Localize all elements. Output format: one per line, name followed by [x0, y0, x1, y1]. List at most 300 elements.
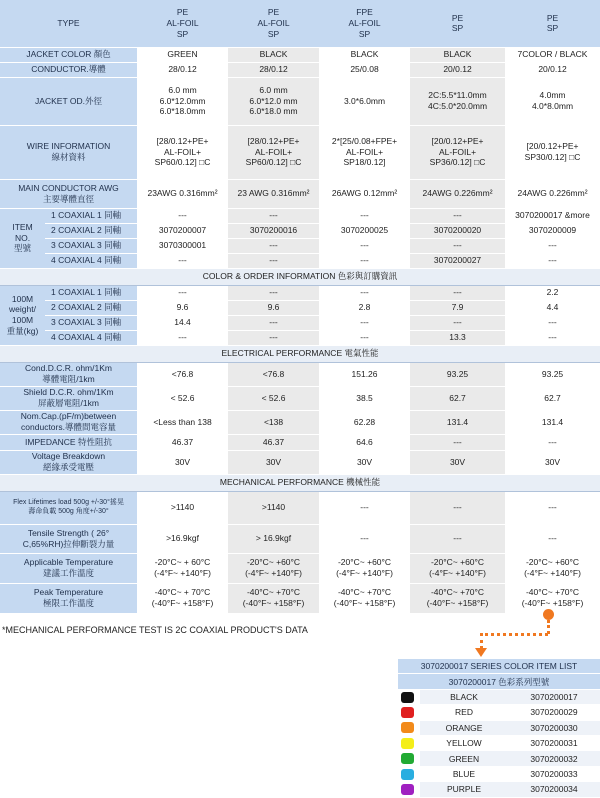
mechanical-row — [0, 491, 600, 524]
color-swatch-cell — [398, 782, 420, 797]
main_conductor-value: 23AWG 0.316mm² — [137, 179, 228, 208]
text-line: 4C:5.0*20.0mm — [427, 101, 488, 111]
electrical-value: <Less than 138 — [137, 410, 228, 434]
text-line: [20/0.12+PE+ — [431, 136, 484, 147]
item_no-value: 3070300001 — [137, 238, 228, 253]
item_no-row — [0, 238, 600, 253]
color-name: RED — [420, 705, 508, 720]
weight-value: 2.8 — [319, 300, 410, 315]
text-line: --- — [548, 502, 557, 513]
text-line: Cond.D.C.R. ohm/1Km — [25, 363, 112, 374]
color-swatch-cell — [398, 720, 420, 735]
weight-value: 9.6 — [228, 300, 319, 315]
type-cell — [505, 0, 600, 47]
jacket_od-label: JACKET OD.外徑 — [0, 77, 137, 125]
section-mechanical: MECHANICAL PERFORMANCE 機械性能 — [0, 474, 600, 491]
electrical-label — [0, 450, 137, 474]
callout-line-vertical — [547, 620, 550, 634]
text-line: (-4°F~ +140°F) — [524, 568, 581, 578]
item_no-value: --- — [319, 253, 410, 268]
item_no-sub-label: 4 COAXIAL 4 同軸 — [45, 253, 137, 268]
text-line: Peak Temperature — [33, 587, 104, 598]
footnote: *MECHANICAL PERFORMANCE TEST IS 2C COAXIAL PRODUCT'S DATA — [2, 625, 308, 635]
mechanical-value — [505, 553, 600, 583]
conductor-value: 20/0.12 — [410, 62, 505, 77]
electrical-value: 30V — [505, 450, 600, 474]
main_conductor-value: 24AWG 0.226mm² — [410, 179, 505, 208]
text-line: SP36/0.12] □C — [429, 157, 486, 168]
text-line: [20/0.12+PE+ — [526, 141, 579, 152]
weight-value: --- — [410, 285, 505, 300]
color-list-title: 3070200017 SERIES COLOR ITEM LIST — [398, 659, 600, 674]
color-swatch-icon — [401, 784, 414, 795]
mechanical-value — [410, 553, 505, 583]
electrical-value: 131.4 — [410, 410, 505, 434]
weight-value: --- — [319, 330, 410, 345]
color-item-list — [398, 659, 600, 798]
color-code: 3070200031 — [508, 735, 600, 750]
electrical-value: 46.37 — [228, 434, 319, 450]
text-line: SP60/0.12] □C — [245, 157, 302, 168]
weight-row — [0, 300, 600, 315]
item_no-row — [0, 253, 600, 268]
weight-value: 4.4 — [505, 300, 600, 315]
mechanical-value — [228, 583, 319, 613]
weight-value: --- — [319, 315, 410, 330]
color-code: 3070200029 — [508, 705, 600, 720]
text-line: 6.0*12.0 mm — [249, 95, 298, 106]
color-swatch-cell — [398, 735, 420, 750]
text-line: 絕緣承受電壓 — [43, 462, 95, 472]
item_no-group-label — [0, 208, 45, 268]
electrical-value: 64.6 — [319, 434, 410, 450]
item_no-value: 3070200025 — [319, 223, 410, 238]
color-swatch-icon — [401, 722, 414, 733]
section-electrical-row — [0, 345, 600, 362]
type-label: TYPE — [0, 0, 137, 47]
text-line: (-4°F~ +140°F) — [336, 568, 393, 578]
text-line: SP18/0.12] — [343, 157, 386, 168]
weight-group-label — [0, 285, 45, 345]
color-list-subtitle-row — [398, 674, 600, 689]
item_no-value: 3070200009 — [505, 223, 600, 238]
text-line: 主要導體直徑 — [43, 193, 95, 204]
text-line: FPE — [356, 7, 373, 18]
color-name: YELLOW — [420, 735, 508, 750]
text-line: (-40°F~ +158°F) — [521, 598, 584, 608]
weight-value: --- — [228, 315, 319, 330]
text-line: 極限工作溫度 — [43, 598, 95, 608]
weight-row — [0, 330, 600, 345]
text-line: PE — [451, 12, 464, 23]
electrical-value: < 52.6 — [228, 386, 319, 410]
mechanical-value — [505, 491, 600, 524]
electrical-value: 38.5 — [319, 386, 410, 410]
electrical-value: --- — [410, 434, 505, 450]
text-line: AL-FOIL+ — [438, 146, 477, 157]
text-line: SP — [176, 28, 189, 39]
weight-value: --- — [228, 285, 319, 300]
main_conductor-row — [0, 179, 600, 208]
color-code: 3070200017 — [508, 689, 600, 704]
text-line: (-4°F~ +140°F) — [154, 568, 211, 578]
text-line: Shield D.C.R. ohm/1Km — [23, 387, 114, 398]
text-line: --- — [548, 533, 557, 544]
text-line: AL-FOIL+ — [254, 146, 293, 157]
text-line: -40°C~ +70°C — [430, 587, 485, 598]
mechanical-value — [410, 583, 505, 613]
item_no-value: --- — [410, 208, 505, 223]
conductor-row — [0, 62, 600, 77]
item_no-value: --- — [505, 253, 600, 268]
mechanical-row — [0, 524, 600, 553]
item_no-sub-label: 3 COAXIAL 3 同軸 — [45, 238, 137, 253]
conductor-value: 28/0.12 — [137, 62, 228, 77]
conductor-label: CONDUCTOR.導體 — [0, 62, 137, 77]
item_no-value: 3070200017 &more — [505, 208, 600, 223]
electrical-value: 62.28 — [319, 410, 410, 434]
text-line: AL-FOIL — [348, 17, 381, 28]
item_no-value: --- — [137, 208, 228, 223]
item_no-value: --- — [319, 238, 410, 253]
item_no-value: --- — [319, 208, 410, 223]
type-cell — [319, 0, 410, 47]
text-line: C,65%RH)拉伸斷裂力量 — [22, 538, 115, 549]
wire_info-value — [137, 125, 228, 179]
color-name: GREEN — [420, 751, 508, 766]
electrical-value: <76.8 — [137, 362, 228, 386]
text-line: 建議工作溫度 — [43, 568, 95, 578]
text-line: >1140 — [170, 502, 195, 513]
mechanical-value — [319, 524, 410, 553]
item_no-value: --- — [228, 238, 319, 253]
section-electrical: ELECTRICAL PERFORMANCE 電氣性能 — [0, 345, 600, 362]
text-line: NO. — [14, 232, 31, 243]
text-line: Voltage Breakdown — [31, 451, 106, 462]
text-line: 6.0*18.0 mm — [249, 106, 298, 117]
item_no-value: 3070200027 — [410, 253, 505, 268]
conductor-value: 28/0.12 — [228, 62, 319, 77]
electrical-value: --- — [505, 434, 600, 450]
electrical-value: 62.7 — [410, 386, 505, 410]
mechanical-value — [319, 553, 410, 583]
weight-sub-label: 3 COAXIAL 3 同軸 — [45, 315, 137, 330]
text-line: Applicable Temperature — [23, 557, 114, 568]
text-line: IMPEDANCE 特性阻抗 — [25, 436, 112, 447]
color-swatch-cell — [398, 766, 420, 781]
text-line: conductors.導體間電容量 — [21, 422, 116, 432]
text-line: 6.0*18.0mm — [159, 106, 206, 117]
text-line: 導體電阻/1km — [42, 374, 95, 384]
electrical-value: < 52.6 — [137, 386, 228, 410]
text-line: 4.0mm — [539, 90, 566, 101]
text-line: [28/0.12+PE+ — [156, 136, 209, 147]
text-line: (-40°F~ +158°F) — [333, 598, 396, 608]
weight-row — [0, 285, 600, 300]
electrical-label — [0, 410, 137, 434]
color-code: 3070200033 — [508, 766, 600, 781]
text-line: --- — [360, 502, 369, 513]
text-line: (-40°F~ +158°F) — [151, 598, 214, 608]
text-line: ITEM — [12, 222, 33, 233]
item_no-row — [0, 208, 600, 223]
text-line: AL-FOIL+ — [163, 146, 202, 157]
text-line: AL-FOIL+ — [345, 146, 384, 157]
item_no-value: --- — [505, 238, 600, 253]
item_no-sub-label: 1 COAXIAL 1 同軸 — [45, 208, 137, 223]
item_no-value: --- — [228, 253, 319, 268]
item_no-value: --- — [228, 208, 319, 223]
jacket_od-value — [137, 77, 228, 125]
weight-value: --- — [505, 315, 600, 330]
weight-sub-label: 4 COAXIAL 4 同軸 — [45, 330, 137, 345]
text-line: 100M — [11, 315, 34, 325]
text-line: SP — [358, 28, 371, 39]
text-line: >16.9kgf — [166, 533, 199, 544]
type-row — [0, 0, 600, 47]
main_conductor-label — [0, 179, 137, 208]
text-line: -20°C~ + 60°C — [154, 557, 211, 568]
color-list-subtitle: 3070200017 色彩系列型號 — [398, 674, 600, 689]
color-list-item — [398, 782, 600, 797]
text-line: -20°C~ +60°C — [246, 557, 301, 568]
weight-value: 13.3 — [410, 330, 505, 345]
mechanical-value — [137, 553, 228, 583]
electrical-row — [0, 386, 600, 410]
text-line: 型號 — [13, 243, 31, 254]
text-line: (-40°F~ +158°F) — [426, 598, 489, 608]
weight-value: --- — [137, 330, 228, 345]
color-swatch-icon — [401, 707, 414, 718]
weight-value: --- — [505, 330, 600, 345]
text-line: -40°C~ +70°C — [337, 587, 392, 598]
text-line: SP60/0.12] □C — [154, 157, 211, 168]
type-cell — [137, 0, 228, 47]
weight-sub-label: 1 COAXIAL 1 同軸 — [45, 285, 137, 300]
wire_info-row — [0, 125, 600, 179]
color-name: PURPLE — [420, 782, 508, 797]
weight-value: 14.4 — [137, 315, 228, 330]
mechanical-label — [0, 553, 137, 583]
mechanical-value — [319, 583, 410, 613]
text-line: AL-FOIL — [166, 17, 199, 28]
text-line: -20°C~ +60°C — [525, 557, 580, 568]
weight-value: --- — [410, 315, 505, 330]
text-line: --- — [453, 533, 462, 544]
jacket_od-value — [410, 77, 505, 125]
mechanical-value — [137, 583, 228, 613]
color-swatch-icon — [401, 692, 414, 703]
mechanical-value — [228, 553, 319, 583]
jacket_od-row — [0, 77, 600, 125]
electrical-value: 46.37 — [137, 434, 228, 450]
text-line: (-4°F~ +140°F) — [245, 568, 302, 578]
text-line: 2C:5.5*11.0mm — [428, 90, 487, 101]
jacket_color-value: 7COLOR / BLACK — [505, 47, 600, 62]
mechanical-value — [137, 524, 228, 553]
color-code: 3070200032 — [508, 751, 600, 766]
text-line: 線材資料 — [51, 152, 86, 162]
color-swatch-icon — [401, 769, 414, 780]
electrical-value: 30V — [410, 450, 505, 474]
electrical-row — [0, 362, 600, 386]
text-line: (-4°F~ +140°F) — [429, 568, 486, 578]
weight-value: 9.6 — [137, 300, 228, 315]
color-list-item — [398, 720, 600, 735]
jacket_color-value: BLACK — [410, 47, 505, 62]
mechanical-label — [0, 583, 137, 613]
text-line: Nom.Cap.(pF/m)between — [20, 411, 117, 422]
callout-line-down — [480, 633, 483, 649]
text-line: PE — [267, 7, 280, 18]
callout-arrow-icon — [475, 648, 487, 657]
color-list-item — [398, 735, 600, 750]
text-line: PE — [176, 7, 189, 18]
weight-value: --- — [137, 285, 228, 300]
electrical-value: 62.7 — [505, 386, 600, 410]
text-line: (-40°F~ +158°F) — [242, 598, 305, 608]
item_no-value: 3070200007 — [137, 223, 228, 238]
item_no-value: --- — [410, 238, 505, 253]
electrical-row — [0, 434, 600, 450]
electrical-value: 93.25 — [410, 362, 505, 386]
wire_info-value — [319, 125, 410, 179]
weight-row — [0, 315, 600, 330]
text-line: --- — [453, 502, 462, 513]
electrical-value: 151.26 — [319, 362, 410, 386]
weight-value: --- — [228, 330, 319, 345]
jacket_color-value: GREEN — [137, 47, 228, 62]
text-line: 壽命負載 500g 角度+/-30° — [28, 507, 109, 515]
callout-line-horizontal — [480, 633, 548, 636]
mechanical-value — [137, 491, 228, 524]
item_no-sub-label: 2 COAXIAL 2 同軸 — [45, 223, 137, 238]
conductor-value: 25/0.08 — [319, 62, 410, 77]
main_conductor-value: 26AWG 0.12mm² — [319, 179, 410, 208]
text-line: MAIN CONDUCTOR AWG — [18, 182, 119, 193]
color-swatch-icon — [401, 738, 414, 749]
weight-value: 7.9 — [410, 300, 505, 315]
text-line: 6.0*12.0mm — [159, 95, 206, 106]
text-line: SP — [546, 23, 559, 34]
color-code: 3070200034 — [508, 782, 600, 797]
text-line: weight/ — [9, 304, 36, 315]
electrical-row — [0, 450, 600, 474]
text-line: SP30/0.12] □C — [524, 152, 581, 162]
text-line: -40°C~ +70°C — [525, 587, 580, 598]
electrical-value: 30V — [228, 450, 319, 474]
text-line: 重量(kg) — [6, 325, 39, 336]
item_no-value: --- — [137, 253, 228, 268]
electrical-label — [0, 362, 137, 386]
wire_info-value — [410, 125, 505, 179]
mechanical-value — [505, 583, 600, 613]
text-line: 6.0 mm — [168, 85, 197, 96]
text-line: AL-FOIL — [257, 17, 290, 28]
text-line: 屏蔽層電阻/1km — [38, 398, 99, 408]
mechanical-value — [319, 491, 410, 524]
text-line: -20°C~ +60°C — [430, 557, 485, 568]
weight-value: 2.2 — [505, 285, 600, 300]
text-line: 2*[25/0.08+FPE+ — [331, 136, 398, 147]
text-line: -40°C~ +70°C — [246, 587, 301, 598]
color-swatch-cell — [398, 751, 420, 766]
mechanical-value — [410, 524, 505, 553]
electrical-label — [0, 386, 137, 410]
text-line: PE — [546, 12, 559, 23]
color-list-item — [398, 705, 600, 720]
jacket_od-value — [505, 77, 600, 125]
text-line: SP — [267, 28, 280, 39]
text-line: 4.0*8.0mm — [531, 101, 574, 111]
section-color-order-row — [0, 268, 600, 285]
color-swatch-cell — [398, 705, 420, 720]
text-line: 3.0*6.0mm — [343, 95, 386, 106]
text-line: > 16.9kgf — [255, 533, 292, 544]
color-swatch-icon — [401, 753, 414, 764]
jacket_od-value — [319, 77, 410, 125]
jacket_color-value: BLACK — [319, 47, 410, 62]
callout-dot — [543, 609, 554, 620]
text-line: -40°C~ + 70°C — [154, 587, 211, 598]
electrical-value: 30V — [319, 450, 410, 474]
color-list-item — [398, 766, 600, 781]
color-name: BLACK — [420, 689, 508, 704]
mechanical-value — [228, 491, 319, 524]
item_no-value: 3070200016 — [228, 223, 319, 238]
section-mechanical-row — [0, 474, 600, 491]
electrical-value: <138 — [228, 410, 319, 434]
mechanical-value — [410, 491, 505, 524]
mechanical-label — [0, 524, 137, 553]
text-line: Flex Lifetimes load 500g +/-30°搖晃 — [13, 498, 124, 506]
electrical-value: 93.25 — [505, 362, 600, 386]
text-line: 6.0 mm — [259, 85, 288, 96]
text-line: [28/0.12+PE+ — [247, 136, 300, 147]
text-line: 100M — [11, 293, 34, 304]
weight-sub-label: 2 COAXIAL 2 同軸 — [45, 300, 137, 315]
color-list-item — [398, 689, 600, 704]
electrical-value: <76.8 — [228, 362, 319, 386]
weight-value: --- — [319, 285, 410, 300]
section-color-order: COLOR & ORDER INFORMATION 色彩與訂購資訊 — [0, 268, 600, 285]
color-list-title-row — [398, 659, 600, 674]
electrical-row — [0, 410, 600, 434]
color-name: ORANGE — [420, 720, 508, 735]
text-line: >1140 — [261, 502, 286, 513]
wire_info-value — [228, 125, 319, 179]
wire_info-label — [0, 125, 137, 179]
mechanical-row — [0, 583, 600, 613]
main_conductor-value: 23 AWG 0.316mm² — [228, 179, 319, 208]
main_conductor-value: 24AWG 0.226mm² — [505, 179, 600, 208]
color-code: 3070200030 — [508, 720, 600, 735]
text-line: Tensile Strength ( 26° — [27, 527, 110, 538]
mechanical-row — [0, 553, 600, 583]
jacket_color-row — [0, 47, 600, 62]
mechanical-value — [228, 524, 319, 553]
type-cell — [410, 0, 505, 47]
conductor-value: 20/0.12 — [505, 62, 600, 77]
text-line: --- — [360, 533, 369, 544]
electrical-value: 30V — [137, 450, 228, 474]
electrical-value: 131.4 — [505, 410, 600, 434]
color-swatch-cell — [398, 689, 420, 704]
mechanical-value — [505, 524, 600, 553]
text-line: -20°C~ +60°C — [337, 557, 392, 568]
jacket_color-label: JACKET COLOR 顏色 — [0, 47, 137, 62]
jacket_od-value — [228, 77, 319, 125]
